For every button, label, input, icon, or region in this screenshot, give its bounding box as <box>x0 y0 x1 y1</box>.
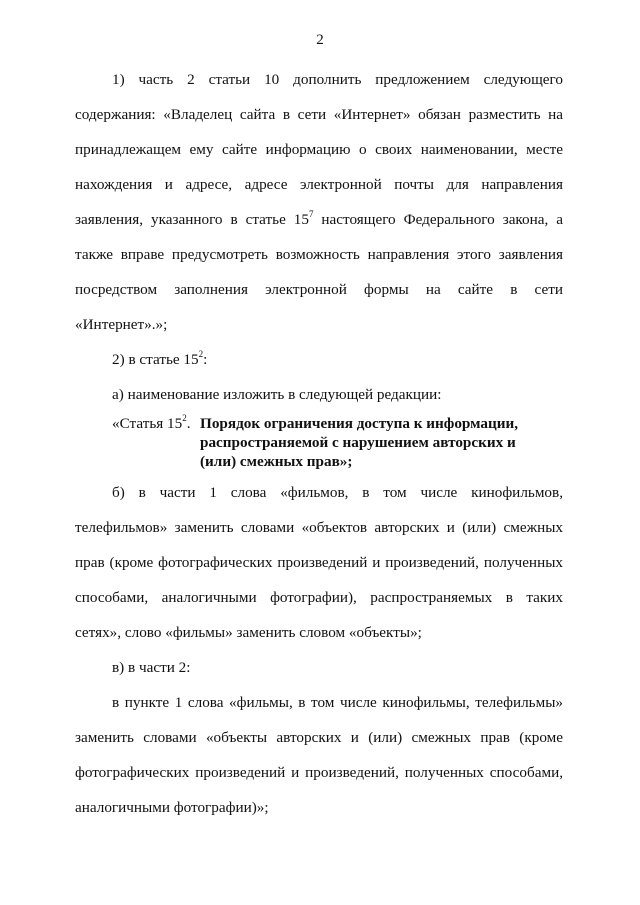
article-label-text: «Статья 15 <box>112 415 183 432</box>
paragraph-subitem-v: в) в части 2: <box>112 659 191 676</box>
article-heading <box>112 414 563 471</box>
page-number: 2 <box>316 32 324 48</box>
paragraph-text: настоящего Федерального закона, а также вправе предусмотреть возможность направления этого заявления посредством заполнения электронной формы на сайте в сети «Интернет».»; <box>75 211 563 333</box>
paragraph-amendment-1 <box>75 62 563 342</box>
paragraph-amendment-2 <box>75 342 563 377</box>
article-label-text: . <box>186 415 191 432</box>
superscript-number: 2 <box>198 348 204 359</box>
paragraph-text: 2) в статье 15 <box>112 351 199 368</box>
superscript-number: 2 <box>182 412 187 423</box>
superscript-number: 7 <box>308 208 314 219</box>
paragraph-text: 1) часть 2 статьи 10 дополнить предложением следующего содержания: «Владелец сайта в сети «Интернет» обязан разместить на принадлежащем ему сайте информацию о своих наименовании, месте нахождения и адресе, адресе электронной почты для направления заявления, указанного в статье 15 <box>75 71 563 228</box>
article-title: Порядок ограничения доступа к информации, распространяемой с нарушением авторских и (или) смежных прав»; <box>200 415 519 470</box>
document-body <box>75 62 563 825</box>
paragraph-subitem-b: б) в части 1 слова «фильмов, в том числе кинофильмов, телефильмов» заменить словами «объектов авторских и (или) смежных прав (кроме фотографических произведений и произведений, полученных способами, аналогичными фотографии), распространяемых в таких сетях», слово «фильмы» заменить словом «объекты»; <box>75 484 563 641</box>
paragraph-point-1: в пункте 1 слова «фильмы, в том числе кинофильмы, телефильмы» заменить словами «объекты авторских и (или) смежных прав (кроме фотографических произведений и произведений, полученных способами, аналогичными фотографии)»; <box>75 694 563 816</box>
paragraph-text: : <box>203 351 208 368</box>
paragraph-subitem-a: а) наименование изложить в следующей редакции: <box>112 386 442 403</box>
article-label <box>112 414 200 433</box>
